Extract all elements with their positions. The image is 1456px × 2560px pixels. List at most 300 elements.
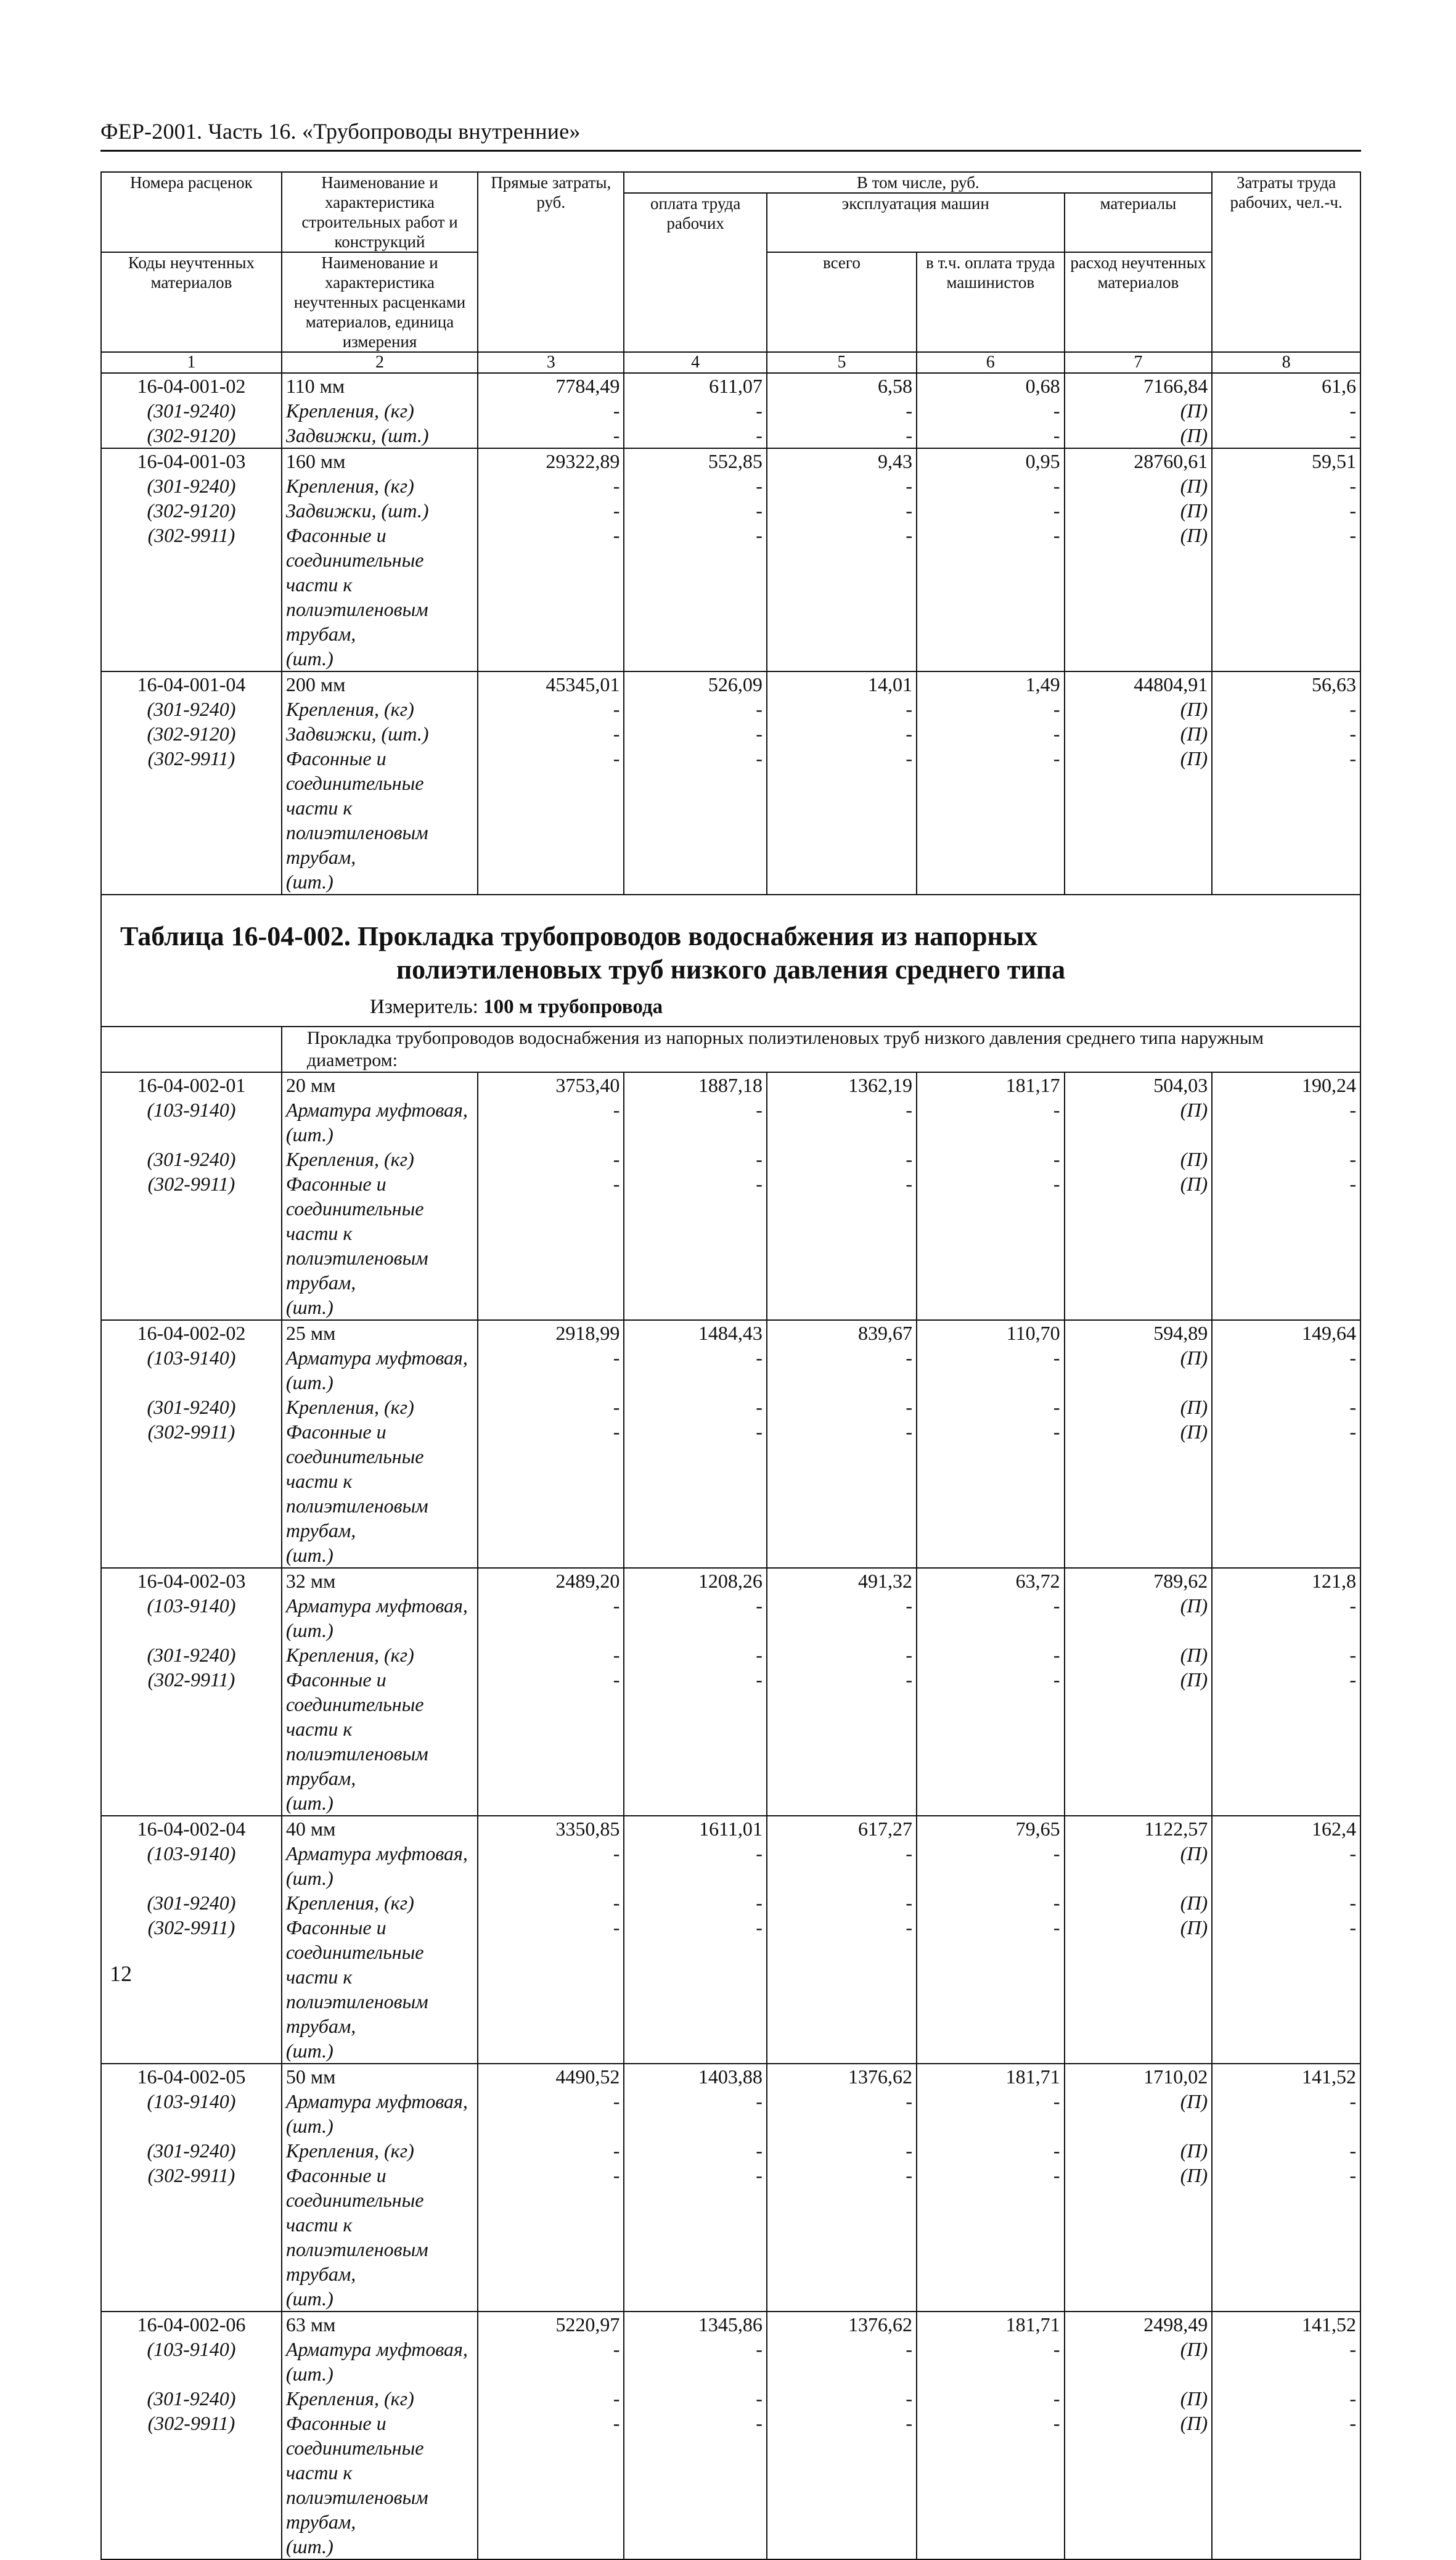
blank-value xyxy=(1212,795,1360,869)
rate-value: 110,70 xyxy=(917,1320,1065,1345)
dash-value: - xyxy=(478,2337,624,2386)
dash-value: - xyxy=(767,1345,917,1395)
column-number: 4 xyxy=(624,352,766,373)
rate-row xyxy=(101,1320,1360,1345)
dash-value: - xyxy=(917,1890,1065,1915)
rate-code: 16-04-002-04 xyxy=(101,1816,282,1841)
dash-value: - xyxy=(624,697,766,721)
blank-value xyxy=(478,2038,624,2064)
rate-value: 1362,19 xyxy=(767,1072,917,1097)
material-row xyxy=(101,1841,1360,1890)
rate-value: 6,58 xyxy=(767,373,917,398)
rate-value: 181,17 xyxy=(917,1072,1065,1097)
material-row xyxy=(101,2089,1360,2138)
material-flag: (П) xyxy=(1065,2163,1213,2212)
blank-value xyxy=(767,1221,917,1295)
blank-value xyxy=(917,2038,1065,2064)
material-name: Фасонные и соединительные xyxy=(282,1419,478,1469)
rate-value: 141,52 xyxy=(1212,2312,1360,2337)
dash-value: - xyxy=(917,746,1065,795)
material-flag: (П) xyxy=(1065,746,1213,795)
material-name: части к полиэтиленовым трубам, xyxy=(282,1469,478,1543)
table-header xyxy=(101,172,1360,373)
dash-value: - xyxy=(1212,2386,1360,2411)
blank-value xyxy=(767,1295,917,1320)
dash-value: - xyxy=(478,2163,624,2212)
material-code-blank xyxy=(101,2534,282,2559)
material-code-blank xyxy=(101,646,282,671)
dash-value: - xyxy=(917,523,1065,572)
material-name: Фасонные и соединительные xyxy=(282,2163,478,2212)
dash-value: - xyxy=(1212,1915,1360,1964)
blank-value xyxy=(917,1469,1065,1543)
blank-value xyxy=(624,2534,766,2559)
rate-value: 526,09 xyxy=(624,671,766,697)
column-number: 3 xyxy=(478,352,624,373)
material-row xyxy=(101,1419,1360,1469)
dash-value: - xyxy=(478,697,624,721)
dash-value: - xyxy=(767,1147,917,1171)
blank-value xyxy=(767,1791,917,1816)
dash-value: - xyxy=(624,1915,766,1964)
blank-value xyxy=(624,1964,766,2038)
material-code-blank xyxy=(101,1469,282,1543)
rate-value: 14,01 xyxy=(767,671,917,697)
dash-value: - xyxy=(1212,1667,1360,1717)
blank-value xyxy=(1065,1469,1213,1543)
dash-value: - xyxy=(624,1890,766,1915)
header-machines: эксплуатация машин xyxy=(767,193,1065,252)
dash-value: - xyxy=(1212,2163,1360,2212)
blank-value xyxy=(917,1543,1065,1568)
material-code: (302-9911) xyxy=(101,1667,282,1717)
material-code: (103-9140) xyxy=(101,2089,282,2138)
dash-value: - xyxy=(624,398,766,423)
dash-value: - xyxy=(1212,721,1360,746)
blank-value xyxy=(767,869,917,895)
column-number-row xyxy=(101,352,1360,373)
blank-value xyxy=(767,572,917,646)
rate-code: 16-04-002-01 xyxy=(101,1072,282,1097)
header-material-codes: Коды неучтенных материалов xyxy=(101,252,282,352)
group-heading-blank xyxy=(101,1027,282,1072)
rate-value: 504,03 xyxy=(1065,1072,1213,1097)
blank-value xyxy=(1212,1964,1360,2038)
column-number: 5 xyxy=(767,352,917,373)
material-row xyxy=(101,398,1360,423)
rate-value: 3753,40 xyxy=(478,1072,624,1097)
dash-value: - xyxy=(1212,746,1360,795)
dash-value: - xyxy=(1212,398,1360,423)
material-row xyxy=(101,1345,1360,1395)
dash-value: - xyxy=(917,1097,1065,1147)
page-number: 12 xyxy=(110,1961,132,1986)
material-code: (103-9140) xyxy=(101,1593,282,1643)
dash-value: - xyxy=(917,721,1065,746)
rate-value: 5220,97 xyxy=(478,2312,624,2337)
rate-value: 121,8 xyxy=(1212,1568,1360,1593)
rate-value: 4490,52 xyxy=(478,2064,624,2089)
dash-value: - xyxy=(917,1419,1065,1469)
rate-value: 839,67 xyxy=(767,1320,917,1345)
header-materials: материалы xyxy=(1065,193,1213,252)
material-code: (302-9911) xyxy=(101,1419,282,1469)
dash-value: - xyxy=(478,1147,624,1171)
header-including: В том числе, руб. xyxy=(624,172,1212,193)
rate-value: 29322,89 xyxy=(478,448,624,474)
blank-value xyxy=(1065,2212,1213,2286)
rate-value: 1345,86 xyxy=(624,2312,766,2337)
material-code: (103-9140) xyxy=(101,2337,282,2386)
blank-value xyxy=(917,2286,1065,2312)
rate-row xyxy=(101,373,1360,398)
material-row xyxy=(101,423,1360,448)
blank-value xyxy=(478,2460,624,2534)
blank-value xyxy=(1212,2038,1360,2064)
material-code: (302-9911) xyxy=(101,523,282,572)
material-row xyxy=(101,2337,1360,2386)
dash-value: - xyxy=(478,523,624,572)
material-code-blank xyxy=(101,1221,282,1295)
material-code: (302-9911) xyxy=(101,2163,282,2212)
material-name: Фасонные и соединительные xyxy=(282,523,478,572)
blank-value xyxy=(917,572,1065,646)
dash-value: - xyxy=(917,2163,1065,2212)
material-flag: (П) xyxy=(1065,1419,1213,1469)
blank-value xyxy=(478,1964,624,2038)
dash-value: - xyxy=(1212,2337,1360,2386)
material-name: части к полиэтиленовым трубам, xyxy=(282,2460,478,2534)
blank-value xyxy=(1212,1469,1360,1543)
dash-value: - xyxy=(624,498,766,523)
blank-value xyxy=(624,2038,766,2064)
rate-value: 63,72 xyxy=(917,1568,1065,1593)
dash-value: - xyxy=(624,1419,766,1469)
dash-value: - xyxy=(478,1643,624,1667)
material-code: (302-9120) xyxy=(101,423,282,448)
material-flag: (П) xyxy=(1065,1667,1213,1717)
blank-value xyxy=(767,1543,917,1568)
dash-value: - xyxy=(478,721,624,746)
rate-value: 1887,18 xyxy=(624,1072,766,1097)
blank-value xyxy=(767,1717,917,1791)
dash-value: - xyxy=(624,1667,766,1717)
material-name: Задвижки, (шт.) xyxy=(282,498,478,523)
material-code: (302-9911) xyxy=(101,1915,282,1964)
material-row xyxy=(101,1667,1360,1717)
material-flag: (П) xyxy=(1065,1097,1213,1147)
rate-name: 110 мм xyxy=(282,373,478,398)
dash-value: - xyxy=(478,1890,624,1915)
rate-value: 9,43 xyxy=(767,448,917,474)
blank-value xyxy=(917,1221,1065,1295)
dash-value: - xyxy=(917,2337,1065,2386)
dash-value: - xyxy=(917,1171,1065,1221)
header-worker-pay: оплата труда рабочих xyxy=(624,193,766,352)
rate-value: 44804,91 xyxy=(1065,671,1213,697)
rate-value: 0,68 xyxy=(917,373,1065,398)
material-row xyxy=(101,697,1360,721)
material-code: (103-9140) xyxy=(101,1345,282,1395)
material-code: (302-9911) xyxy=(101,746,282,795)
blank-value xyxy=(1065,572,1213,646)
material-code: (301-9240) xyxy=(101,1147,282,1171)
material-code-blank xyxy=(101,1295,282,1320)
dash-value: - xyxy=(917,1147,1065,1171)
material-flag: (П) xyxy=(1065,2386,1213,2411)
material-flag: (П) xyxy=(1065,2337,1213,2386)
material-row xyxy=(101,2286,1360,2312)
material-flag: (П) xyxy=(1065,721,1213,746)
dash-value: - xyxy=(624,1147,766,1171)
material-flag: (П) xyxy=(1065,1147,1213,1171)
rate-code: 16-04-001-03 xyxy=(101,448,282,474)
material-name: части к полиэтиленовым трубам, xyxy=(282,1221,478,1295)
blank-value xyxy=(624,572,766,646)
material-name: Фасонные и соединительные xyxy=(282,1171,478,1221)
dash-value: - xyxy=(624,474,766,498)
material-flag: (П) xyxy=(1065,1915,1213,1964)
material-name: Арматура муфтовая, (шт.) xyxy=(282,2337,478,2386)
group-heading: Прокладка трубопроводов водоснабжения из напорных полиэтиленовых труб низкого давления среднего типа наружным диаметром: xyxy=(282,1027,1360,1072)
material-row xyxy=(101,1097,1360,1147)
rate-name: 32 мм xyxy=(282,1568,478,1593)
rate-row xyxy=(101,1816,1360,1841)
material-name: Арматура муфтовая, (шт.) xyxy=(282,1841,478,1890)
material-code-blank xyxy=(101,1791,282,1816)
material-code: (302-9120) xyxy=(101,721,282,746)
material-name: части к полиэтиленовым трубам, xyxy=(282,1964,478,2038)
dash-value: - xyxy=(767,474,917,498)
dash-value: - xyxy=(624,423,766,448)
material-flag: (П) xyxy=(1065,1643,1213,1667)
header-rule xyxy=(100,150,1361,152)
dash-value: - xyxy=(1212,523,1360,572)
material-row xyxy=(101,1643,1360,1667)
material-code-blank xyxy=(101,2286,282,2312)
dash-value: - xyxy=(917,2089,1065,2138)
rate-value: 2918,99 xyxy=(478,1320,624,1345)
material-code: (301-9240) xyxy=(101,2386,282,2411)
rate-value: 61,6 xyxy=(1212,373,1360,398)
dash-value: - xyxy=(917,2138,1065,2163)
dash-value: - xyxy=(624,2089,766,2138)
dash-value: - xyxy=(767,1915,917,1964)
blank-value xyxy=(767,1964,917,2038)
blank-value xyxy=(917,1964,1065,2038)
blank-value xyxy=(767,646,917,671)
dash-value: - xyxy=(767,423,917,448)
dash-value: - xyxy=(624,2163,766,2212)
dash-value: - xyxy=(478,1395,624,1419)
rate-value: 789,62 xyxy=(1065,1568,1213,1593)
dash-value: - xyxy=(767,2386,917,2411)
header-material-consumption: расход неучтенных материалов xyxy=(1065,252,1213,352)
material-row xyxy=(101,1171,1360,1221)
rate-name: 63 мм xyxy=(282,2312,478,2337)
material-row xyxy=(101,1791,1360,1816)
material-name: Фасонные и соединительные xyxy=(282,1667,478,1717)
blank-value xyxy=(478,869,624,895)
material-name: (шт.) xyxy=(282,869,478,895)
rate-value: 1376,62 xyxy=(767,2312,917,2337)
rate-value: 190,24 xyxy=(1212,1072,1360,1097)
dash-value: - xyxy=(767,1395,917,1419)
dash-value: - xyxy=(767,697,917,721)
dash-value: - xyxy=(624,721,766,746)
material-name: части к полиэтиленовым трубам, xyxy=(282,2212,478,2286)
dash-value: - xyxy=(1212,1419,1360,1469)
material-name: (шт.) xyxy=(282,1791,478,1816)
blank-value xyxy=(624,646,766,671)
material-flag: (П) xyxy=(1065,1345,1213,1395)
blank-value xyxy=(1212,2286,1360,2312)
material-name: Крепления, (кг) xyxy=(282,474,478,498)
header-work-name: Наименование и характеристика строительных работ и конструкций xyxy=(282,172,478,252)
measure-value: 100 м трубопровода xyxy=(483,996,663,1018)
column-number: 2 xyxy=(282,352,478,373)
column-number: 6 xyxy=(917,352,1065,373)
rate-row xyxy=(101,671,1360,697)
dash-value: - xyxy=(767,398,917,423)
blank-value xyxy=(624,869,766,895)
blank-value xyxy=(1065,2534,1213,2559)
material-code-blank xyxy=(101,869,282,895)
blank-value xyxy=(917,869,1065,895)
rate-code: 16-04-002-03 xyxy=(101,1568,282,1593)
blank-value xyxy=(478,1543,624,1568)
blank-value xyxy=(478,1791,624,1816)
material-row xyxy=(101,1915,1360,1964)
material-row xyxy=(101,1543,1360,1568)
blank-value xyxy=(478,795,624,869)
blank-value xyxy=(1065,2038,1213,2064)
rate-value: 7166,84 xyxy=(1065,373,1213,398)
rate-value: 45345,01 xyxy=(478,671,624,697)
dash-value: - xyxy=(478,2138,624,2163)
dash-value: - xyxy=(478,1171,624,1221)
measure-unit xyxy=(370,994,1354,1020)
dash-value: - xyxy=(1212,1643,1360,1667)
material-row xyxy=(101,869,1360,895)
material-name: (шт.) xyxy=(282,2534,478,2559)
material-code-blank xyxy=(101,1717,282,1791)
blank-value xyxy=(917,1295,1065,1320)
dash-value: - xyxy=(1212,1841,1360,1890)
rate-value: 28760,61 xyxy=(1065,448,1213,474)
blank-value xyxy=(1212,1543,1360,1568)
material-row xyxy=(101,498,1360,523)
dash-value: - xyxy=(478,474,624,498)
blank-value xyxy=(917,646,1065,671)
dash-value: - xyxy=(767,2089,917,2138)
material-name: (шт.) xyxy=(282,2286,478,2312)
rate-value: 617,27 xyxy=(767,1816,917,1841)
dash-value: - xyxy=(917,474,1065,498)
dash-value: - xyxy=(478,1593,624,1643)
material-code: (301-9240) xyxy=(101,1395,282,1419)
column-number: 8 xyxy=(1212,352,1360,373)
material-row xyxy=(101,2460,1360,2534)
rate-value: 7784,49 xyxy=(478,373,624,398)
rate-value: 1,49 xyxy=(917,671,1065,697)
material-flag: (П) xyxy=(1065,474,1213,498)
rate-value: 552,85 xyxy=(624,448,766,474)
material-flag: (П) xyxy=(1065,1890,1213,1915)
blank-value xyxy=(917,1717,1065,1791)
dash-value: - xyxy=(624,1643,766,1667)
material-name: Фасонные и соединительные xyxy=(282,2411,478,2460)
table-title-line1: Таблица 16-04-002. Прокладка трубопроводов водоснабжения из напорных xyxy=(120,921,1038,951)
rate-value: 2489,20 xyxy=(478,1568,624,1593)
material-name: Фасонные и соединительные xyxy=(282,746,478,795)
dash-value: - xyxy=(624,1097,766,1147)
rate-row xyxy=(101,1568,1360,1593)
material-row xyxy=(101,1890,1360,1915)
dash-value: - xyxy=(767,523,917,572)
dash-value: - xyxy=(767,1593,917,1643)
rate-value: 0,95 xyxy=(917,448,1065,474)
material-row xyxy=(101,795,1360,869)
material-row xyxy=(101,1964,1360,2038)
rate-value: 2498,49 xyxy=(1065,2312,1213,2337)
material-code: (301-9240) xyxy=(101,474,282,498)
material-row xyxy=(101,474,1360,498)
material-code: (301-9240) xyxy=(101,2138,282,2163)
material-flag: (П) xyxy=(1065,523,1213,572)
material-row xyxy=(101,2386,1360,2411)
column-number: 7 xyxy=(1065,352,1213,373)
material-flag: (П) xyxy=(1065,1841,1213,1890)
dash-value: - xyxy=(767,1097,917,1147)
blank-value xyxy=(478,2286,624,2312)
material-name: части к полиэтиленовым трубам, xyxy=(282,572,478,646)
material-code: (302-9911) xyxy=(101,1171,282,1221)
header-direct-costs: Прямые затраты, руб. xyxy=(478,172,624,352)
material-row xyxy=(101,1147,1360,1171)
material-code: (302-9120) xyxy=(101,498,282,523)
material-row xyxy=(101,572,1360,646)
rate-value: 1403,88 xyxy=(624,2064,766,2089)
dash-value: - xyxy=(767,2337,917,2386)
dash-value: - xyxy=(917,498,1065,523)
dash-value: - xyxy=(767,1890,917,1915)
blank-value xyxy=(1212,869,1360,895)
dash-value: - xyxy=(1212,2089,1360,2138)
dash-value: - xyxy=(624,523,766,572)
rate-value: 1611,01 xyxy=(624,1816,766,1841)
blank-value xyxy=(478,2212,624,2286)
material-code: (301-9240) xyxy=(101,697,282,721)
blank-value xyxy=(917,2212,1065,2286)
dash-value: - xyxy=(917,2411,1065,2460)
material-name: Арматура муфтовая, (шт.) xyxy=(282,1593,478,1643)
blank-value xyxy=(1212,2534,1360,2559)
material-name: части к полиэтиленовым трубам, xyxy=(282,1717,478,1791)
blank-value xyxy=(624,1469,766,1543)
dash-value: - xyxy=(624,2138,766,2163)
material-flag: (П) xyxy=(1065,498,1213,523)
material-code: (301-9240) xyxy=(101,1643,282,1667)
header-material-name: Наименование и характеристика неучтенных расценками материалов, единица измерения xyxy=(282,252,478,352)
material-flag: (П) xyxy=(1065,2089,1213,2138)
dash-value: - xyxy=(624,1593,766,1643)
dash-value: - xyxy=(478,1345,624,1395)
rate-code: 16-04-002-02 xyxy=(101,1320,282,1345)
material-name: Арматура муфтовая, (шт.) xyxy=(282,1097,478,1147)
blank-value xyxy=(478,1717,624,1791)
blank-value xyxy=(624,1791,766,1816)
